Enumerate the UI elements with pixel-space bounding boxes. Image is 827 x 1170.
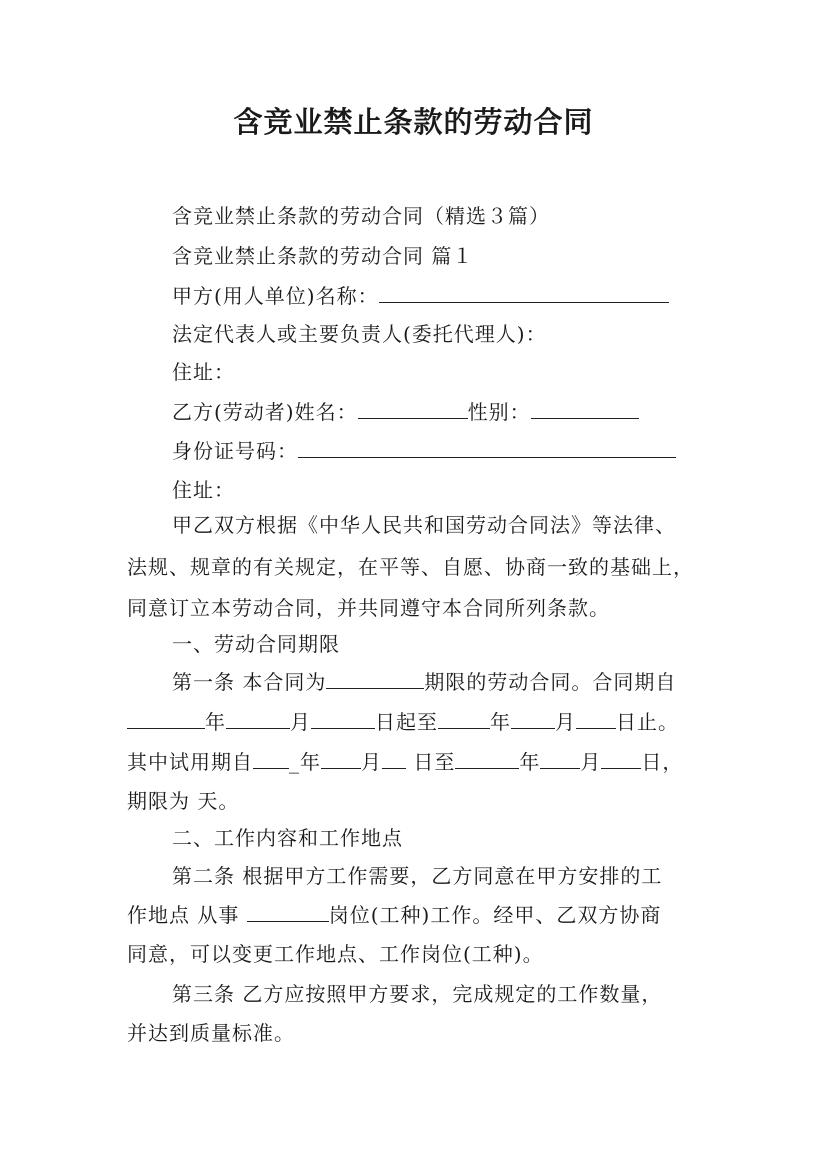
party-a-name-blank [379, 285, 669, 303]
article-1-line-3 [127, 746, 683, 775]
end-year-blank [438, 711, 490, 729]
probation-end-year-blank [455, 751, 519, 769]
party-a-label: 甲方(用人单位)名称： [172, 284, 379, 308]
probation-end-year-label: 年 [519, 750, 541, 774]
probation-start-day-blank [382, 751, 406, 769]
article-2-line-1: 第二条 根据甲方工作需要，乙方同意在甲方安排的工 [172, 864, 663, 888]
position-blank [247, 904, 329, 922]
end-day-blank [576, 711, 616, 729]
probation-end-month-blank [540, 751, 580, 769]
address-a-label: 住址： [172, 360, 235, 384]
start-day-blank [311, 711, 375, 729]
probation-month-label: 月 [361, 750, 382, 774]
month-label: 月 [290, 710, 311, 734]
end-year-label: 年 [490, 710, 511, 734]
probation-end-month-label: 月 [580, 750, 602, 774]
start-year-blank [127, 711, 205, 729]
intro-line-3: 同意订立本劳动合同，并共同遵守本合同所列条款。 [127, 596, 610, 620]
article-1-line-4: 期限为 天。 [127, 789, 240, 813]
representative-label: 法定代表人或主要负责人(委托代理人)： [172, 322, 547, 346]
party-b-name-blank [358, 401, 468, 419]
probation-label: 其中试用期自 [127, 750, 253, 774]
gender-label: 性别： [467, 400, 531, 424]
article-2-text-b: 岗位(工种)工作。经甲、乙双方协商 [328, 903, 662, 927]
probation-day-to-label: 日至 [406, 750, 456, 774]
year-label: 年 [205, 710, 226, 734]
intro-line-1: 甲乙双方根据《中华人民共和国劳动合同法》等法律、 [172, 513, 676, 537]
probation-start-year-blank [253, 751, 289, 769]
article-1-text-a: 第一条 本合同为 [172, 670, 327, 694]
end-month-blank [511, 711, 555, 729]
probation-end-day-label: 日， [641, 750, 684, 774]
term-type-blank [326, 671, 424, 689]
id-row [172, 435, 676, 464]
article-2-line-2 [127, 899, 661, 928]
article-3-line-2: 并达到质量标准。 [127, 1021, 295, 1045]
party-b-row [172, 396, 639, 425]
start-month-blank [226, 711, 290, 729]
document-title: 含竞业禁止条款的劳动合同 [233, 105, 594, 139]
article-1-text-b: 期限的劳动合同。合同期自 [424, 670, 677, 694]
probation-year-label: _年 [289, 750, 321, 774]
heading-work-content: 二、工作内容和工作地点 [172, 826, 403, 850]
party-b-label: 乙方(劳动者)姓名： [172, 400, 358, 424]
article-1-line-2 [127, 706, 679, 735]
intro-paragraph [127, 505, 717, 630]
article-3-line-1: 第三条 乙方应按照甲方要求，完成规定的工作数量， [172, 982, 663, 1006]
probation-end-day-blank [601, 751, 641, 769]
party-a-row [172, 280, 669, 309]
intro-line-2: 法规、规章的有关规定，在平等、自愿、协商一致的基础上， [127, 554, 694, 579]
end-month-label: 月 [555, 710, 576, 734]
article-1-line-1 [172, 666, 676, 695]
article-2-line-3: 同意，可以变更工作地点、工作岗位(工种)。 [127, 942, 544, 966]
gender-blank [531, 401, 639, 419]
article-2-text-a: 作地点 从事 [127, 903, 247, 927]
id-label: 身份证号码： [172, 439, 298, 463]
day-start-label: 日起至 [375, 710, 438, 734]
subtitle: 含竞业禁止条款的劳动合同（精选３篇） [172, 204, 550, 228]
probation-start-month-blank [321, 751, 361, 769]
id-number-blank [298, 440, 676, 458]
heading-contract-term: 一、劳动合同期限 [172, 632, 340, 656]
day-end-label: 日止。 [616, 710, 679, 734]
section-title: 含竞业禁止条款的劳动合同 篇１ [172, 244, 474, 268]
address-b-label: 住址： [172, 478, 235, 502]
